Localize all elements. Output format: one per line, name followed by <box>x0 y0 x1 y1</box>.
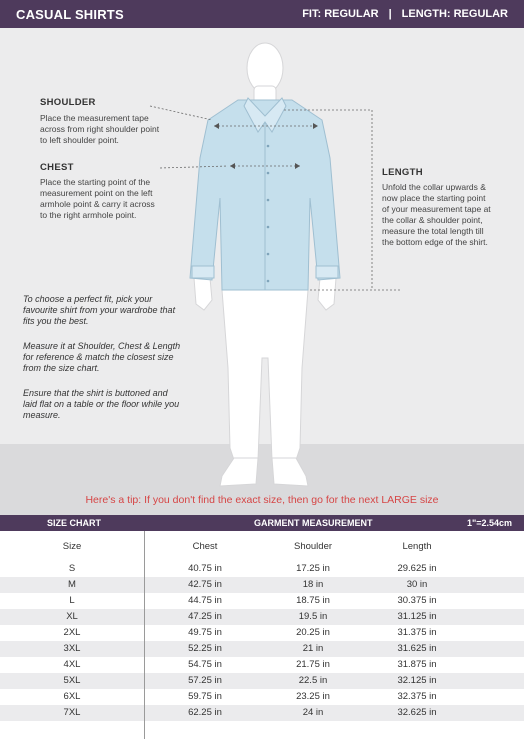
cell-shoulder: 19.5 in <box>298 611 328 622</box>
shoulder-line-2: across from right shoulder point <box>40 124 160 134</box>
cell-length: 30 in <box>406 579 428 590</box>
chest-line-4: to the right armhole point. <box>40 210 137 220</box>
right-hand-shape <box>318 278 336 310</box>
cell-shoulder: 18 in <box>302 579 324 590</box>
chest-line-3: armhole point & carry it across <box>40 199 155 209</box>
cell-chest: 57.25 in <box>188 675 222 686</box>
page-title: CASUAL SHIRTS <box>16 7 124 22</box>
cell-chest: 52.25 in <box>188 643 222 654</box>
column-header-chest: Chest <box>192 541 218 552</box>
cell-shoulder: 18.75 in <box>296 595 330 606</box>
size-chart-header <box>0 515 524 531</box>
column-header-length: Length <box>402 541 432 552</box>
cell-size: S <box>68 563 76 574</box>
cell-size: 3XL <box>63 643 81 654</box>
cell-length: 32.625 in <box>397 707 437 718</box>
table-row <box>0 593 524 609</box>
cell-chest: 40.75 in <box>188 563 222 574</box>
cell-chest: 54.75 in <box>188 659 222 670</box>
cell-chest: 42.75 in <box>188 579 222 590</box>
fit-info <box>302 8 508 20</box>
table-row <box>0 657 524 673</box>
fit-tip-3-line-1: Ensure that the shirt is buttoned and <box>23 388 168 398</box>
fit-tip-3 <box>23 388 203 421</box>
fit-tip-3-line-3: measure. <box>23 410 61 420</box>
shoulder-line-3: to left shoulder point. <box>40 135 119 145</box>
cell-length: 31.625 in <box>397 643 437 654</box>
cell-chest: 59.75 in <box>188 691 222 702</box>
fit-tip-1 <box>23 294 203 327</box>
shirt-shape <box>190 98 340 290</box>
unit-conversion-note: 1"=2.54cm <box>466 518 512 528</box>
table-row <box>0 577 524 593</box>
cell-length: 32.125 in <box>397 675 437 686</box>
cell-length: 31.125 in <box>397 611 437 622</box>
fit-label: FIT: REGULAR <box>302 8 379 20</box>
length-heading: LENGTH <box>382 167 423 178</box>
left-foot-shape <box>220 458 258 486</box>
table-row <box>0 561 524 577</box>
table-row <box>0 625 524 641</box>
cell-chest: 49.75 in <box>188 627 222 638</box>
cell-length: 30.375 in <box>397 595 437 606</box>
fit-tip-2-line-2: for reference & match the closest size <box>23 352 174 362</box>
cell-chest: 62.25 in <box>188 707 222 718</box>
cell-shoulder: 23.25 in <box>296 691 330 702</box>
right-foot-shape <box>272 458 308 486</box>
length-instructions <box>382 182 491 248</box>
garment-measurement-title: GARMENT MEASUREMENT <box>254 518 373 528</box>
cell-shoulder: 22.5 in <box>298 675 328 686</box>
cell-size: 6XL <box>63 691 81 702</box>
cell-size: L <box>69 595 75 606</box>
shoulder-heading: SHOULDER <box>40 97 96 108</box>
cell-length: 32.375 in <box>397 691 437 702</box>
cell-chest: 47.25 in <box>188 611 222 622</box>
chest-instructions <box>40 177 155 221</box>
length-line-1: Unfold the collar upwards & <box>382 182 486 192</box>
cell-length: 31.875 in <box>397 659 437 670</box>
cell-length: 31.375 in <box>397 627 437 638</box>
length-line-5: measure the total length till <box>382 226 484 236</box>
cell-length: 29.625 in <box>397 563 437 574</box>
chest-heading: CHEST <box>40 162 74 173</box>
cell-size: 5XL <box>63 675 81 686</box>
length-line-4: the collar & shoulder point, <box>382 215 483 225</box>
shoulder-instructions <box>40 113 159 146</box>
table-row <box>0 641 524 657</box>
cell-chest: 44.75 in <box>188 595 222 606</box>
column-header-shoulder: Shoulder <box>293 541 333 552</box>
fit-separator: | <box>388 8 392 20</box>
size-chart-title: SIZE CHART <box>47 518 101 528</box>
shoulder-line-1: Place the measurement tape <box>40 113 149 123</box>
cell-size: 4XL <box>63 659 81 670</box>
cell-shoulder: 21 in <box>302 643 324 654</box>
length-line-2: now place the starting point <box>382 193 486 203</box>
fit-tip-2-line-1: Measure it at Shoulder, Chest & Length <box>23 341 181 351</box>
length-line-3: of your measurement tape at <box>382 204 491 214</box>
shoulder-leader-line <box>150 106 212 120</box>
measurement-guide-panel <box>0 28 524 515</box>
table-row <box>0 673 524 689</box>
length-label: LENGTH: REGULAR <box>401 8 508 20</box>
size-chart-table <box>0 531 524 741</box>
chest-line-2: measurement point on the left <box>40 188 153 198</box>
cell-shoulder: 21.75 in <box>296 659 330 670</box>
fit-tip-2 <box>23 341 203 374</box>
table-row <box>0 609 524 625</box>
table-row <box>0 689 524 705</box>
title-bar <box>0 0 524 28</box>
length-line-6: the bottom edge of the shirt. <box>382 237 488 247</box>
chest-line-1: Place the starting point of the <box>40 177 151 187</box>
table-row <box>0 705 524 721</box>
table-column-headers <box>0 531 524 561</box>
fit-tip-2-line-3: from the size chart. <box>23 363 100 373</box>
column-divider <box>144 531 145 739</box>
cell-size: XL <box>66 611 78 622</box>
legs-shape <box>222 290 308 460</box>
cell-size: 7XL <box>63 707 81 718</box>
size-hint: Here's a tip: If you don't find the exact size, then go for the next LARGE size <box>85 494 439 506</box>
column-header-size: Size <box>62 541 82 552</box>
cell-shoulder: 20.25 in <box>296 627 330 638</box>
cell-size: M <box>68 579 76 590</box>
cell-size: 2XL <box>63 627 81 638</box>
fit-tip-1-line-1: To choose a perfect fit, pick your <box>23 294 153 304</box>
fit-tip-1-line-3: fits you the best. <box>23 316 89 326</box>
cell-shoulder: 24 in <box>302 707 324 718</box>
cell-shoulder: 17.25 in <box>296 563 330 574</box>
fit-tip-1-line-2: favourite shirt from your wardrobe that <box>23 305 176 315</box>
fit-tip-3-line-2: laid flat on a table or the floor while you <box>23 399 180 409</box>
